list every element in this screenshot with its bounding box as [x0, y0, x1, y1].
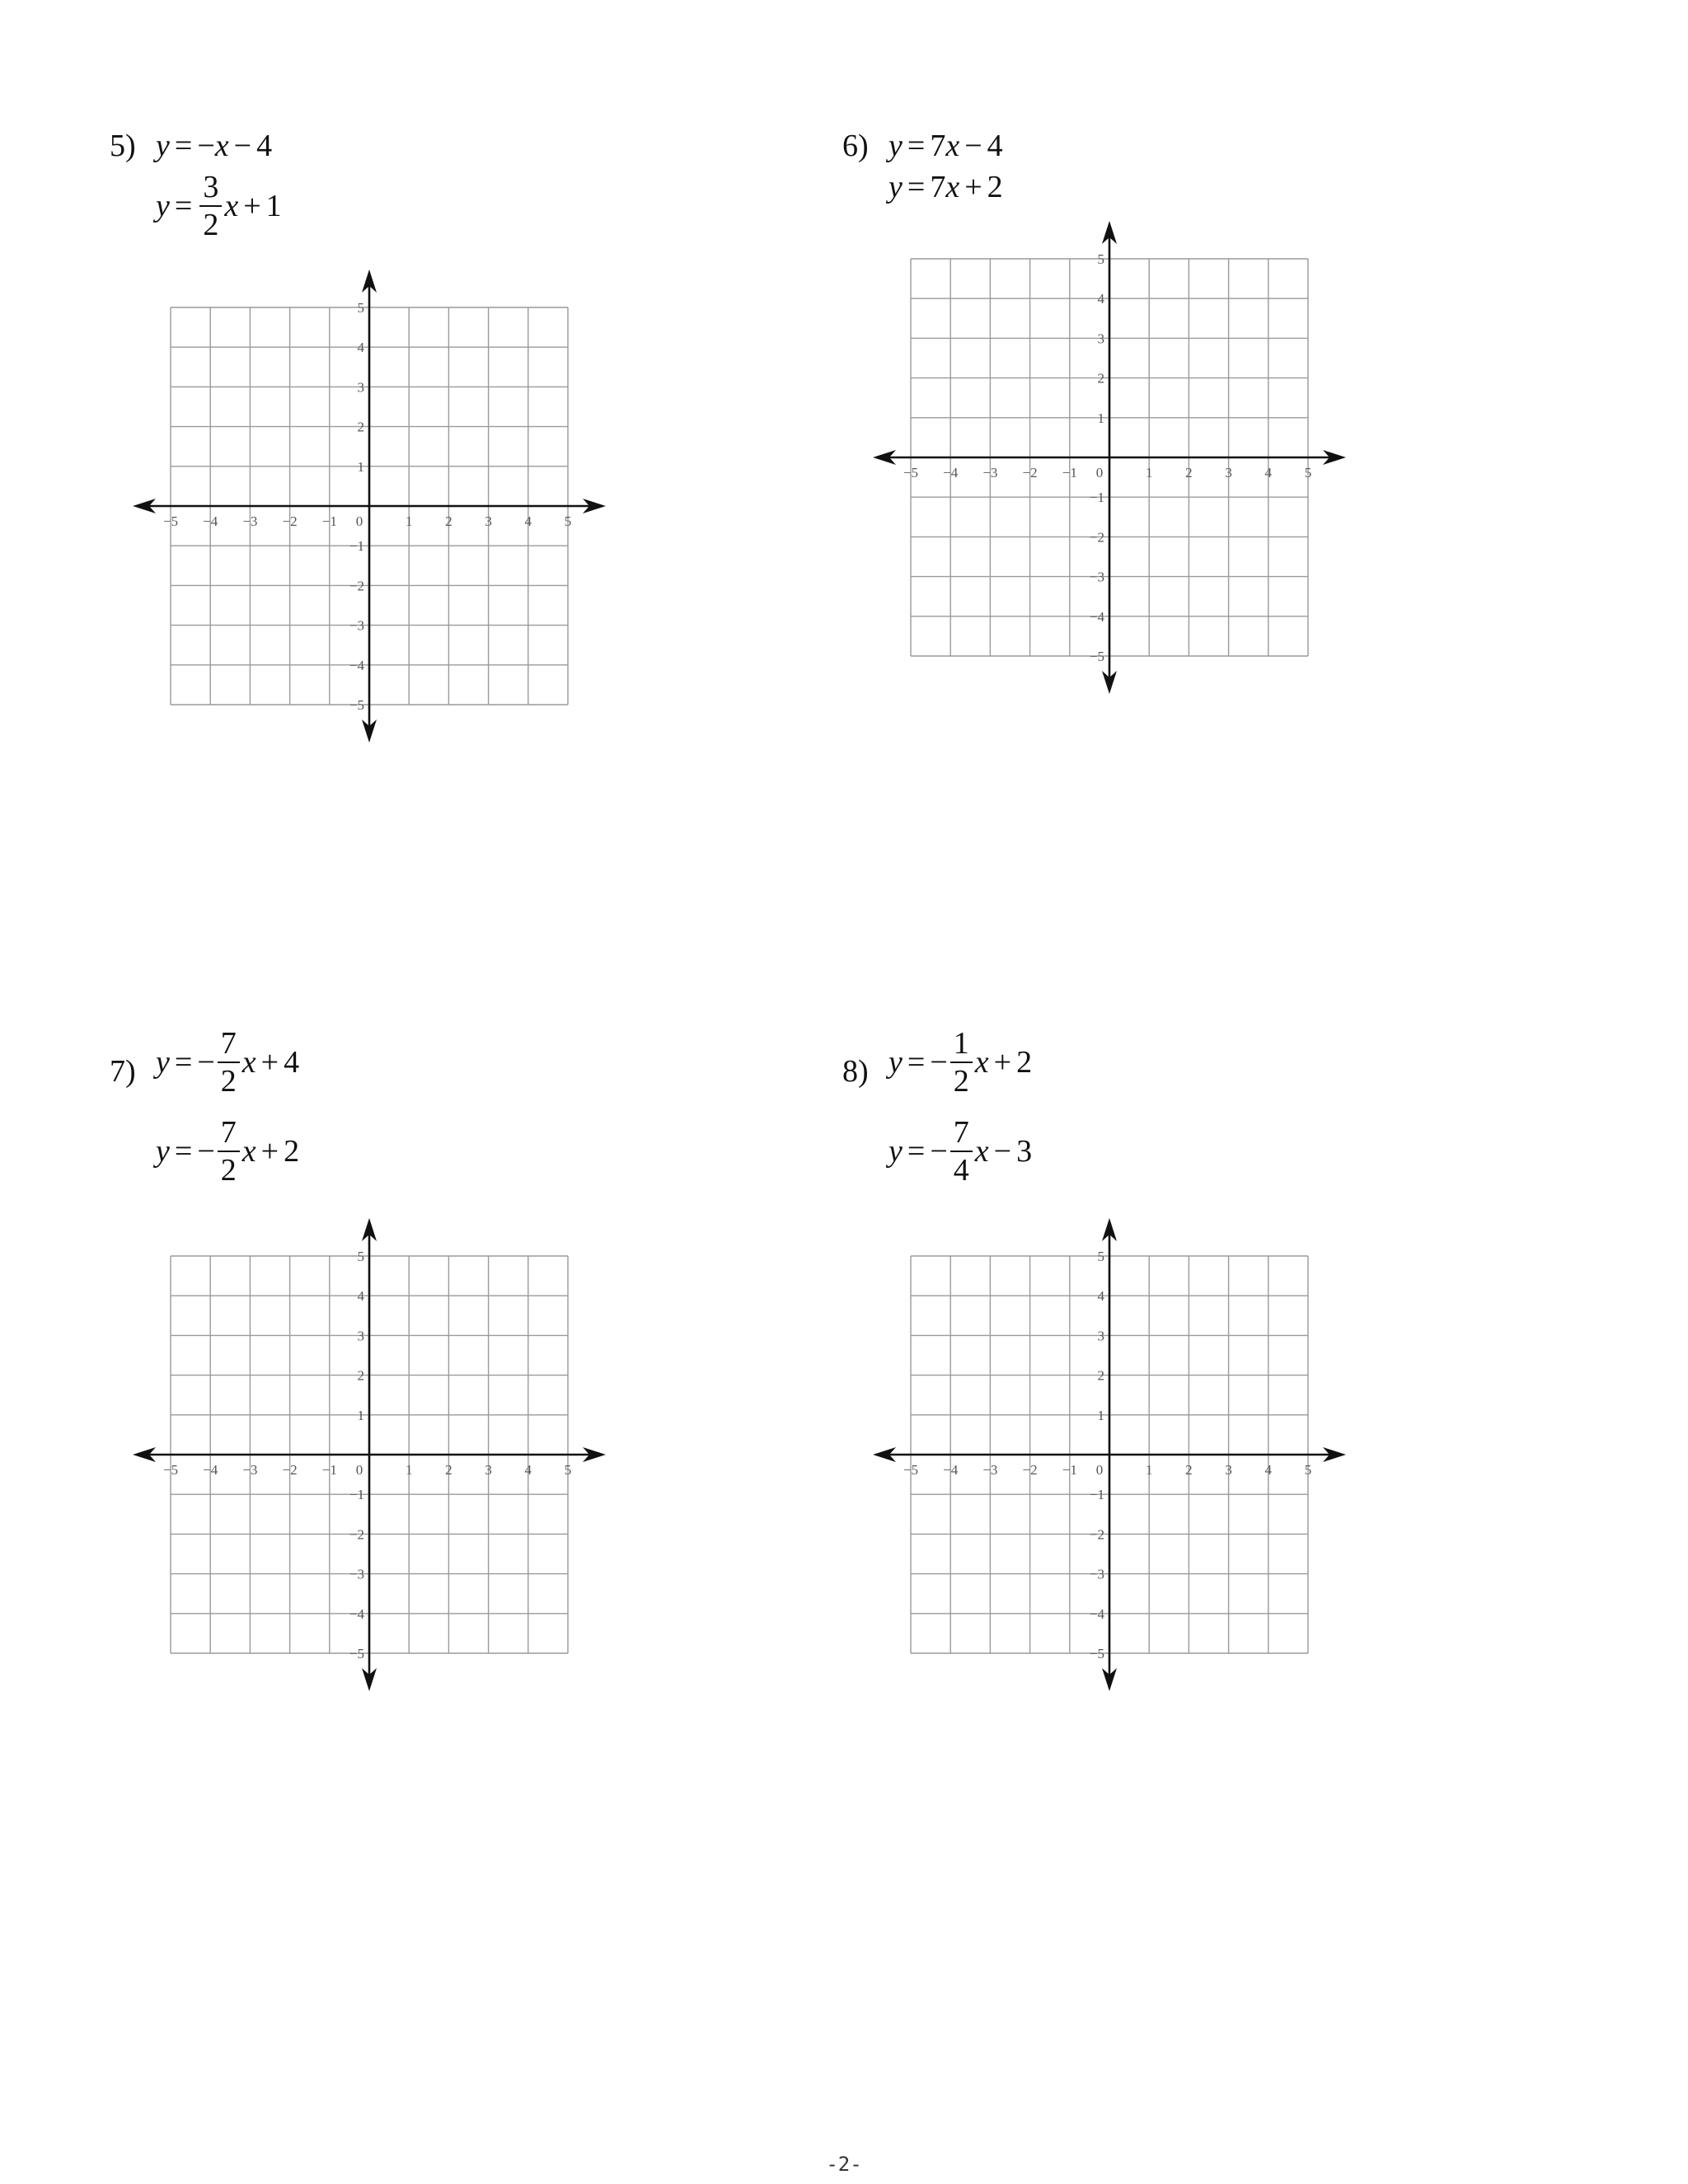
y-tick-label: −5: [1089, 649, 1104, 664]
x-tick-label: 3: [485, 513, 492, 529]
x-tick-label: −4: [943, 465, 959, 480]
y-tick-label: 2: [1097, 1367, 1104, 1384]
fraction-denominator: 4: [950, 1151, 973, 1186]
x-tick-label: −3: [982, 1462, 998, 1478]
x-tick-label: −2: [282, 513, 298, 529]
problem-number: 6): [842, 129, 869, 163]
x-tick-label: −1: [1062, 465, 1077, 480]
eq-const: 2: [1016, 1045, 1033, 1080]
x-tick-label: −5: [162, 1462, 179, 1478]
x-tick-label: −4: [203, 1462, 218, 1478]
x-tick-label: 2: [1185, 1462, 1193, 1478]
y-tick-label: 4: [357, 1288, 364, 1305]
x-tick-label: −2: [1022, 1462, 1038, 1478]
eq-coef: 7: [930, 170, 946, 204]
y-tick-label: −2: [1089, 1526, 1104, 1543]
eq-neg: −: [197, 1045, 215, 1080]
y-tick-label: 3: [1097, 330, 1104, 347]
coordinate-grid-6[interactable]: [861, 209, 1357, 705]
x-tick-label: −3: [982, 465, 998, 480]
x-tick-label: 1: [1145, 1462, 1153, 1478]
fraction-numerator: 7: [220, 1115, 237, 1150]
eq-sign: =: [907, 170, 926, 204]
eq-neg: −: [930, 1134, 948, 1169]
eq-op: −: [233, 129, 252, 163]
eq-lhs: y: [156, 129, 170, 163]
eq-sign: =: [907, 129, 926, 163]
x-tick-label: 4: [524, 1462, 532, 1478]
y-tick-label: 3: [1097, 1328, 1104, 1344]
y-tick-label: 1: [1097, 410, 1104, 426]
x-tick-label: 3: [485, 1462, 492, 1478]
x-tick-label: −5: [162, 513, 179, 529]
y-tick-label: 3: [357, 379, 364, 396]
eq-sign: =: [174, 129, 193, 163]
y-tick-label: 5: [1097, 1249, 1104, 1264]
eq-const: 4: [256, 129, 273, 163]
grid-group: [873, 1218, 1346, 1691]
fraction: [218, 1028, 240, 1097]
x-tick-label: 4: [1264, 465, 1273, 480]
y-tick-label: 4: [1097, 291, 1104, 307]
coordinate-grid-5[interactable]: [121, 258, 617, 754]
y-tick-label: 2: [357, 419, 364, 435]
y-tick-label: −5: [349, 697, 364, 713]
eq-neg: −: [930, 1045, 948, 1080]
eq-lhs: y: [156, 1045, 170, 1080]
x-tick-label: 0: [355, 1462, 363, 1478]
x-tick-label: 5: [564, 1462, 572, 1478]
x-tick-label: −2: [282, 1462, 298, 1478]
page-number: -2-: [826, 2153, 862, 2176]
y-tick-label: −1: [349, 1487, 364, 1503]
eq-lhs: y: [889, 170, 903, 204]
fraction-denominator: 2: [950, 1062, 973, 1097]
y-tick-label: −4: [349, 1605, 364, 1622]
y-tick-label: 2: [357, 1367, 364, 1384]
x-tick-label: −1: [321, 1462, 337, 1478]
y-tick-label: 1: [1097, 1407, 1104, 1423]
equation-2: [156, 171, 282, 241]
eq-const: 4: [284, 1045, 300, 1080]
eq-op: +: [260, 1045, 279, 1080]
eq-var: x: [214, 129, 229, 163]
x-tick-label: 2: [1185, 465, 1193, 480]
eq-coef: 7: [930, 129, 946, 163]
eq-op: +: [964, 170, 982, 204]
eq-lhs: y: [889, 129, 903, 163]
equation-1: [889, 1028, 1032, 1097]
eq-op: +: [243, 189, 261, 223]
y-tick-label: 5: [357, 1249, 364, 1264]
eq-sign: =: [907, 1045, 926, 1080]
eq-sign: =: [907, 1134, 926, 1169]
eq-const: 2: [987, 170, 1003, 204]
eq-var: x: [241, 1134, 256, 1169]
equation-1: [156, 1028, 299, 1097]
problem-6: [842, 130, 1337, 213]
x-tick-label: 5: [564, 513, 572, 529]
y-tick-label: 1: [357, 1407, 364, 1423]
fraction-denominator: 2: [199, 205, 222, 241]
fraction: [199, 171, 222, 241]
x-tick-label: −5: [903, 465, 919, 480]
y-tick-label: −5: [349, 1646, 364, 1661]
problem-number: 8): [842, 1054, 869, 1089]
x-tick-label: 2: [445, 513, 452, 529]
grid-group: [133, 1218, 606, 1691]
eq-lhs: y: [156, 1134, 170, 1169]
problem-8: [842, 1028, 1337, 1193]
eq-lhs: y: [889, 1134, 903, 1169]
fraction-denominator: 2: [218, 1151, 240, 1186]
x-tick-label: 1: [405, 1462, 413, 1478]
equation-2: [156, 1117, 299, 1186]
y-tick-label: −3: [1089, 1566, 1104, 1582]
eq-var: x: [241, 1045, 256, 1080]
equation-2: [889, 171, 1003, 203]
y-tick-label: −3: [349, 617, 364, 634]
x-tick-label: 5: [1304, 465, 1312, 480]
x-tick-label: 4: [1264, 1462, 1273, 1478]
coordinate-grid-7[interactable]: [121, 1207, 617, 1703]
x-tick-label: −3: [242, 513, 258, 529]
fraction: [950, 1028, 973, 1097]
y-tick-label: −3: [349, 1566, 364, 1582]
y-tick-label: −1: [349, 538, 364, 555]
x-tick-label: 0: [1095, 1462, 1104, 1478]
y-tick-label: −5: [1089, 1646, 1104, 1661]
y-tick-label: 2: [1097, 370, 1104, 387]
y-tick-label: −1: [1089, 490, 1104, 506]
x-tick-label: 1: [1145, 465, 1153, 480]
y-tick-label: 5: [357, 300, 364, 316]
eq-sign: =: [174, 1134, 193, 1169]
fraction-numerator: 7: [220, 1026, 237, 1061]
fraction: [218, 1117, 240, 1186]
y-tick-label: −4: [349, 657, 364, 673]
y-tick-label: 1: [357, 458, 364, 475]
eq-var: x: [945, 170, 960, 204]
eq-const: 4: [987, 129, 1003, 163]
grid-svg: [861, 1207, 1357, 1703]
y-tick-label: −2: [1089, 529, 1104, 546]
equation-1: [156, 130, 272, 162]
eq-var: x: [945, 129, 960, 163]
y-tick-label: 4: [1097, 1288, 1104, 1305]
eq-var: x: [224, 189, 239, 223]
x-tick-label: −4: [203, 513, 218, 529]
grid-svg: [121, 1207, 617, 1703]
x-tick-label: 4: [524, 513, 532, 529]
y-tick-label: −2: [349, 578, 364, 594]
y-tick-label: −4: [1089, 1605, 1104, 1622]
eq-neg: −: [197, 1134, 215, 1169]
y-tick-label: −3: [1089, 569, 1104, 585]
fraction-numerator: 3: [203, 170, 219, 204]
fraction-numerator: 7: [953, 1115, 969, 1150]
x-tick-label: −2: [1022, 465, 1038, 480]
x-tick-label: 0: [1095, 465, 1104, 480]
eq-op: −: [993, 1134, 1012, 1169]
x-tick-label: 5: [1304, 1462, 1312, 1478]
x-tick-label: 3: [1225, 465, 1232, 480]
equation-1: [889, 130, 1003, 162]
eq-op: +: [260, 1134, 279, 1169]
problem-5: [110, 130, 604, 254]
x-tick-label: 1: [405, 513, 413, 529]
fraction-numerator: 1: [953, 1026, 969, 1061]
eq-lhs: y: [889, 1045, 903, 1080]
y-tick-label: 5: [1097, 251, 1104, 267]
problem-number: 5): [110, 129, 136, 163]
eq-const: 3: [1016, 1134, 1033, 1169]
grid-svg: [121, 258, 617, 754]
grid-svg: [861, 209, 1357, 705]
eq-var: x: [974, 1045, 989, 1080]
x-tick-label: 2: [445, 1462, 452, 1478]
fraction: [950, 1117, 973, 1186]
y-tick-label: −2: [349, 1526, 364, 1543]
x-tick-label: −1: [1062, 1462, 1077, 1478]
fraction-denominator: 2: [218, 1062, 240, 1097]
eq-lhs: y: [156, 189, 170, 223]
y-tick-label: 4: [357, 340, 364, 356]
x-tick-label: −5: [903, 1462, 919, 1478]
eq-sign: =: [174, 189, 193, 223]
x-tick-label: −4: [943, 1462, 959, 1478]
eq-const: 1: [265, 189, 282, 223]
grid-group: [133, 269, 606, 743]
y-tick-label: −4: [1089, 608, 1104, 625]
eq-var: x: [974, 1134, 989, 1169]
problem-number: 7): [110, 1054, 136, 1089]
eq-op: +: [993, 1045, 1012, 1080]
eq-sign: =: [174, 1045, 193, 1080]
x-tick-label: 0: [355, 513, 363, 529]
y-tick-label: −1: [1089, 1487, 1104, 1503]
problem-7: [110, 1028, 604, 1193]
eq-neg: −: [197, 129, 215, 163]
eq-const: 2: [284, 1134, 300, 1169]
coordinate-grid-8[interactable]: [861, 1207, 1357, 1703]
eq-op: −: [964, 129, 982, 163]
x-tick-label: 3: [1225, 1462, 1232, 1478]
x-tick-label: −1: [321, 513, 337, 529]
x-tick-label: −3: [242, 1462, 258, 1478]
grid-group: [873, 221, 1346, 694]
equation-2: [889, 1117, 1032, 1186]
y-tick-label: 3: [357, 1328, 364, 1344]
